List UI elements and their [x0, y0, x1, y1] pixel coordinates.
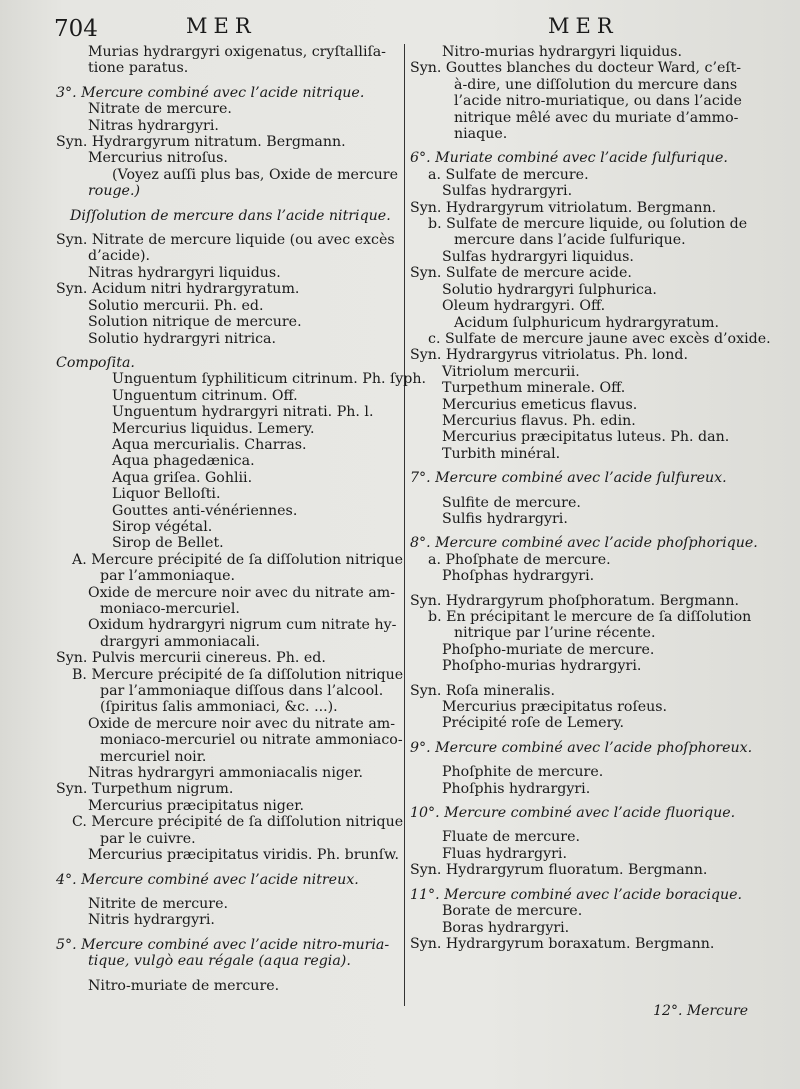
text-line: Nitrate de mercure. — [88, 101, 232, 118]
text-line: Liquor Belloſti. — [112, 486, 221, 503]
text-line: Sulfis hydrargyri. — [442, 510, 568, 527]
text-line: par l’ammoniaque. — [100, 568, 236, 585]
text-line: Unguentum ſyphiliticum citrinum. Ph. ſyph. — [112, 371, 426, 388]
text-line: Aqua griſea. Gohlii. — [112, 469, 253, 486]
synonym-line: Syn. Turpethum nigrum. — [56, 781, 234, 798]
text-line: b. En précipitant le mercure de ſa diſſolution — [428, 609, 752, 625]
text-line: Unguentum citrinum. Off. — [112, 387, 298, 404]
text-line: Fluas hydrargyri. — [442, 845, 567, 862]
synonym-line: Syn. Hydrargyrum vitriolatum. Bergmann. — [410, 199, 717, 216]
text-line: Sulfas hydrargyri. — [442, 183, 573, 200]
text-line: C. Mercure précipité de ſa diſſolution nitrique — [72, 814, 404, 831]
text-line: mercuriel noir. — [100, 748, 207, 765]
text-line: Sirop végétal. — [112, 518, 213, 535]
text-line: Nitras hydrargyri. — [88, 117, 219, 134]
synonym-line: Syn. Hydrargyrum boraxatum. Bergmann. — [410, 935, 715, 952]
text-line: (ſpiritus ſalis ammoniaci, &c. ...). — [100, 699, 338, 716]
synonym-line: Syn. Roſa mineralis. — [410, 682, 555, 699]
text-line: Vitriolum mercurii. — [442, 363, 580, 380]
text-line: Aqua mercurialis. Charras. — [112, 436, 307, 453]
text-line: l’acide nitro-muriatique, ou dans l’acide — [454, 93, 742, 110]
text-line: Mercurius emeticus flavus. — [442, 396, 638, 413]
text-line: Nitras hydrargyri ammoniacalis niger. — [88, 765, 364, 782]
synonym-line: Syn. Hydrargyrum nitratum. Bergmann. — [56, 134, 346, 151]
running-head-right: MER — [548, 14, 619, 38]
text-line: Nitras hydrargyri liquidus. — [88, 264, 281, 281]
text-line: Nitris hydrargyri. — [88, 912, 215, 929]
section-heading: 10°. Mercure combiné avec l’acide fluorique. — [410, 805, 736, 822]
section-heading: 6°. Muriate combiné avec l’acide ſulfurique. — [410, 150, 728, 167]
text-line: Mercurius præcipitatus niger. — [88, 797, 305, 814]
section-heading: 5°. Mercure combiné avec l’acide nitro-muria- — [56, 936, 390, 953]
text-line: drargyri ammoniacali. — [100, 633, 261, 650]
text-line: Nitrite de mercure. — [88, 895, 228, 912]
text-line: Solutio hydrargyri nitrica. — [88, 330, 277, 347]
text-line: Turbith minéral. — [442, 445, 561, 462]
synonym-line: Syn. Hydrargyrus vitriolatus. Ph. lond. — [410, 347, 688, 364]
text-line: Fluate de mercure. — [442, 829, 580, 846]
text-line: Mercurius præcipitatus luteus. Ph. dan. — [442, 429, 730, 446]
text-line: Borate de mercure. — [442, 903, 583, 920]
text-line: B. Mercure précipité de ſa diſſolution nitrique — [72, 666, 404, 683]
text-line: Gouttes anti-vénériennes. — [112, 502, 298, 519]
text-line: nitrique mêlé avec du muriate d’ammo- — [454, 109, 739, 126]
section-heading: 7°. Mercure combiné avec l’acide ſulfureux. — [410, 470, 727, 487]
synonym-line: Syn. Nitrate de mercure liquide (ou avec excès — [56, 232, 395, 249]
text-line: A. Mercure précipité de ſa diſſolution nitrique — [72, 551, 403, 568]
section-heading: 4°. Mercure combiné avec l’acide nitreux. — [56, 871, 359, 888]
text-line: Oleum hydrargyri. Off. — [442, 298, 606, 315]
text-line: Mercurius nitroſus. — [88, 150, 228, 167]
synonym-line: Syn. Pulvis mercurii cinereus. Ph. ed. — [56, 650, 326, 667]
text-line: Sirop de Bellet. — [112, 535, 224, 552]
text-line: par l’ammoniaque diſſous dans l’alcool. — [100, 683, 384, 700]
text-line: Boras hydrargyri. — [442, 919, 570, 936]
synonym-line: Syn. Hydrargyrum fluoratum. Bergmann. — [410, 862, 708, 879]
text-line: rouge.) — [88, 183, 140, 200]
text-line: Phoſphite de mercure. — [442, 764, 604, 781]
text-line: d’acide). — [88, 248, 151, 265]
text-line: moniaco-mercuriel ou nitrate ammoniaco- — [100, 732, 403, 749]
text-line: Sulfas hydrargyri liquidus. — [442, 248, 634, 265]
text-line: b. Sulfate de mercure liquide, ou ſolution de — [428, 216, 748, 233]
text-line: Oxidum hydrargyri nigrum cum nitrate hy- — [88, 617, 397, 634]
text-line: Solutio mercurii. Ph. ed. — [88, 297, 264, 314]
text-line: Mercurius præcipitatus roſeus. — [442, 699, 668, 716]
text-line: Mercurius liquidus. Lemery. — [112, 420, 315, 437]
column-divider — [404, 44, 405, 1006]
left-column — [56, 44, 426, 994]
text-line: Nitro-muriate de mercure. — [88, 977, 280, 994]
text-line: Précipité roſe de Lemery. — [442, 715, 624, 732]
synonym-line: Syn. Sulfate de mercure acide. — [410, 265, 632, 282]
section-heading: 8°. Mercure combiné avec l’acide phoſphorique. — [410, 535, 758, 552]
text-line: a. Sulfate de mercure. — [428, 166, 589, 183]
text-line: Phoſpho-murias hydrargyri. — [442, 658, 642, 675]
synonym-line: Syn. Gouttes blanches du docteur Ward, c’eſt- — [410, 60, 742, 77]
text-line: nitrique par l’urine récente. — [454, 625, 656, 642]
page-number: 704 — [54, 16, 98, 42]
text-line: Mercurius flavus. Ph. edin. — [442, 412, 636, 429]
sub-heading: Compoſita. — [56, 354, 135, 371]
sub-heading: Diſſolution de mercure dans l’acide nitrique. — [70, 207, 391, 224]
text-line: Solution nitrique de mercure. — [88, 314, 302, 331]
section-heading: 3°. Mercure combiné avec l’acide nitrique. — [56, 84, 365, 101]
text-line: Turpethum minerale. Off. — [442, 380, 626, 397]
text-line: tione paratus. — [88, 60, 189, 77]
text-line: Aqua phagedænica. — [112, 453, 255, 470]
section-heading: 11°. Mercure combiné avec l’acide boracique. — [410, 886, 743, 903]
text-line: a. Phoſphate de mercure. — [428, 551, 611, 568]
text-line: Phoſphas hydrargyri. — [442, 568, 595, 585]
text-line: Phoſpho-muriate de mercure. — [442, 641, 655, 658]
text-line: Acidum ſulphuricum hydrargyratum. — [454, 314, 719, 331]
text-line: niaque. — [454, 126, 508, 143]
text-line: Oxide de mercure noir avec du nitrate am- — [88, 715, 396, 732]
synonym-line: Syn. Hydrargyrum phoſphoratum. Bergmann. — [410, 592, 740, 609]
text-line: par le cuivre. — [100, 830, 196, 847]
text-line: Nitro-murias hydrargyri liquidus. — [442, 44, 682, 60]
text-line: moniaco-mercuriel. — [100, 601, 240, 617]
text-line: Phoſphis hydrargyri. — [442, 780, 591, 797]
text-line: c. Sulfate de mercure jaune avec excès d’oxide. — [428, 330, 771, 347]
text-line: mercure dans l’acide ſulfurique. — [454, 232, 686, 249]
running-head-left: MER — [186, 14, 257, 38]
catchword: 12°. Mercure — [653, 1003, 748, 1019]
text-line: Oxide de mercure noir avec du nitrate am- — [88, 584, 396, 601]
text-line: Unguentum hydrargyri nitrati. Ph. l. — [112, 404, 374, 421]
text-line: à-dire, une diſſolution du mercure dans — [454, 76, 738, 93]
synonym-line: Syn. Acidum nitri hydrargyratum. — [56, 281, 300, 298]
text-line: Solutio hydrargyri ſulphurica. — [442, 281, 657, 298]
text-line: Sulfite de mercure. — [442, 494, 581, 511]
section-heading: 9°. Mercure combiné avec l’acide phoſphoreux. — [410, 739, 753, 756]
text-line: Mercurius præcipitatus viridis. Ph. brunſw. — [88, 847, 399, 864]
text-line: tique, vulgò eau régale (aqua regia). — [88, 953, 351, 970]
text-line: Murias hydrargyri oxigenatus, cryſtalliſa- — [88, 44, 386, 60]
right-column — [410, 44, 771, 952]
text-line: (Voyez auſſi plus bas, Oxide de mercure — [112, 166, 398, 183]
